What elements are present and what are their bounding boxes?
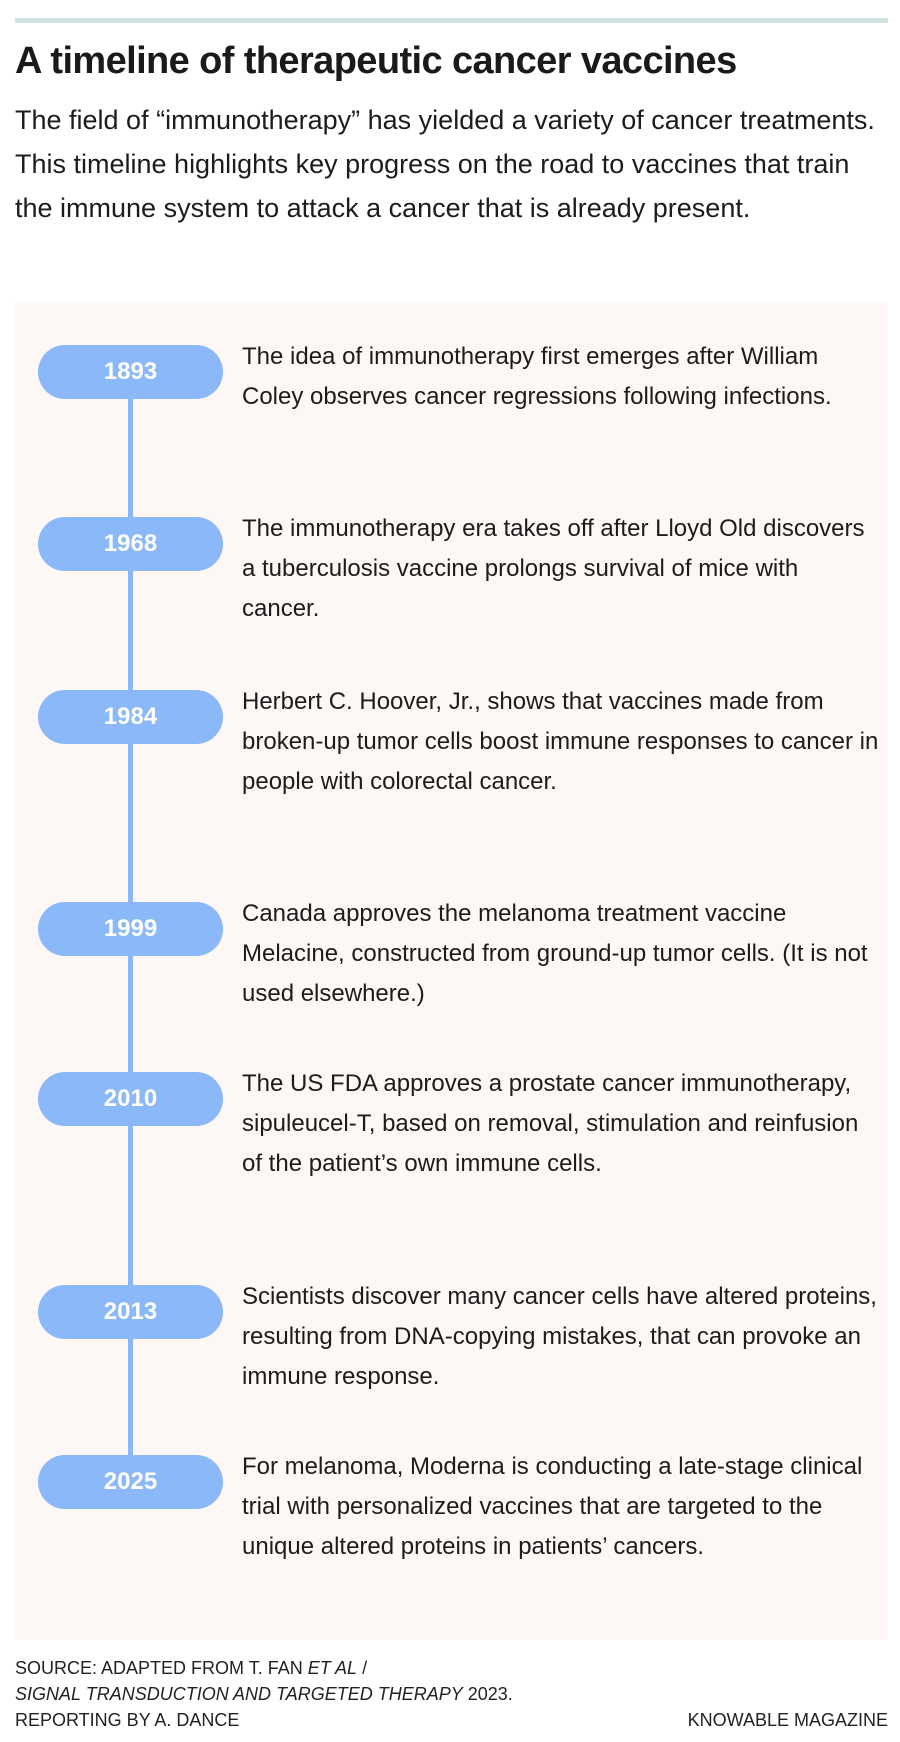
event-description: For melanoma, Moderna is conducting a late-stage clinical trial with personalized vaccines that are targeted to the unique altered proteins in patients’ cancers. <box>242 1453 863 1560</box>
event-description: Canada approves the melanoma treatment vaccine Melacine, constructed from ground-up tumor cells. (It is not used elsewhere.) <box>242 900 868 1007</box>
journal-line <box>15 1681 888 1707</box>
year-badge: 2010 <box>38 1072 223 1126</box>
source-prefix: SOURCE: ADAPTED FROM T. FAN <box>15 1658 308 1678</box>
page-subtitle: The field of “immunotherapy” has yielded a variety of cancer treatments. This timeline highlights key progress on the road to vaccines that train the immune system to attack a cancer that is already present. <box>15 105 875 223</box>
journal-name: SIGNAL TRANSDUCTION AND TARGETED THERAPY <box>15 1684 463 1704</box>
event-description: The idea of immunotherapy first emerges after William Coley observes cancer regressions following infections. <box>242 343 832 410</box>
year-badge: 2013 <box>38 1285 223 1339</box>
top-divider <box>15 18 888 23</box>
event-description: Herbert C. Hoover, Jr., shows that vaccines made from broken-up tumor cells boost immune responses to cancer in people with colorectal cancer. <box>242 688 879 795</box>
event-description: The immunotherapy era takes off after Lloyd Old discovers a tuberculosis vaccine prolongs survival of mice with cancer. <box>242 515 865 622</box>
source-line <box>15 1655 888 1681</box>
event-description: Scientists discover many cancer cells have altered proteins, resulting from DNA-copying mistakes, that can provoke an immune response. <box>242 1283 877 1390</box>
year-badge: 1999 <box>38 902 223 956</box>
source-separator: / <box>357 1658 368 1678</box>
page-title: A timeline of therapeutic cancer vaccines <box>15 40 737 82</box>
journal-year: 2023. <box>462 1684 513 1704</box>
year-badge: 2025 <box>38 1455 223 1509</box>
event-description: The US FDA approves a prostate cancer immunotherapy, sipuleucel-T, based on removal, stimulation and reinfusion of the patient’s own immune cells. <box>242 1070 859 1177</box>
year-badge: 1984 <box>38 690 223 744</box>
source-etal: ET AL <box>307 1658 358 1678</box>
reporting-line: REPORTING BY A. DANCE <box>15 1710 240 1730</box>
publisher-credit: KNOWABLE MAGAZINE <box>687 1710 888 1730</box>
year-badge: 1893 <box>38 345 223 399</box>
year-badge: 1968 <box>38 517 223 571</box>
timeline-panel <box>15 302 888 1640</box>
